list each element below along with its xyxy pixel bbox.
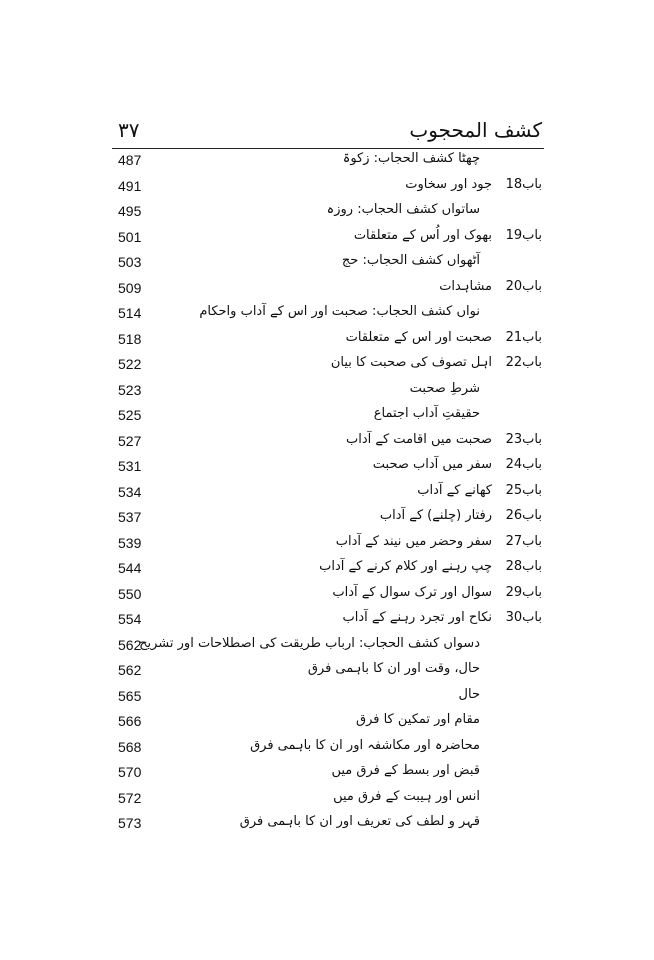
- toc-row: [118, 329, 542, 355]
- toc-row: [118, 354, 542, 380]
- toc-row: [118, 711, 542, 737]
- toc-row: [118, 405, 542, 431]
- toc-entry-title: رفتار (چلنے) کے آداب: [379, 508, 492, 523]
- toc-page-number: 531: [118, 458, 142, 474]
- toc-row: [118, 762, 542, 788]
- toc-row: [118, 558, 542, 584]
- toc-row: [118, 482, 542, 508]
- toc-row: [118, 176, 542, 202]
- toc-row: [118, 150, 542, 176]
- page-header: [118, 118, 542, 148]
- toc-entry-title: سوال اور ترک سوال کے آداب: [332, 584, 492, 600]
- toc-chapter-label: باب28: [505, 559, 542, 574]
- toc-page-number: 566: [118, 713, 142, 729]
- toc-row: [118, 201, 542, 227]
- toc-chapter-label: باب27: [505, 533, 542, 549]
- toc-row: [118, 278, 542, 304]
- toc-chapter-label: باب23: [505, 431, 542, 447]
- toc-chapter-label: باب26: [505, 508, 542, 523]
- toc-entry-title: اہل تصوف کی صحبت کا بیان: [330, 355, 492, 370]
- toc-entry-title: حال: [458, 686, 480, 702]
- toc-page-number: 572: [118, 789, 142, 806]
- toc-row: [118, 609, 542, 635]
- toc-page-number: 523: [118, 381, 142, 398]
- toc-entry-title: سفر وحضر میں نیند کے آداب: [335, 533, 492, 549]
- toc-page-number: 573: [118, 815, 142, 831]
- toc-entry-title: قبض اور بسط کے فرق میں: [331, 763, 480, 778]
- toc-row: [118, 686, 542, 712]
- toc-page-number: 518: [118, 330, 142, 347]
- toc-row: [118, 635, 542, 661]
- toc-row: [118, 813, 542, 839]
- book-title: کشف المحجوب: [409, 118, 542, 142]
- toc-entry-title: محاضرہ اور مکاشفہ اور ان کا باہمی فرق: [250, 737, 480, 753]
- toc-chapter-label: باب19: [505, 227, 542, 243]
- toc-entry-title: مقام اور تمکین کا فرق: [355, 712, 480, 727]
- toc-entry-title: سفر میں آداب صحبت: [372, 457, 492, 472]
- toc-page-number: 539: [118, 534, 142, 551]
- toc-entry-title: صحبت اور اس کے متعلقات: [345, 329, 492, 345]
- toc-chapter-label: باب18: [505, 176, 542, 192]
- page-number: ۳۷: [118, 118, 140, 142]
- toc-entry-title: کھانے کے آداب: [417, 482, 492, 498]
- toc-entry-title: دسواں کشف الحجاب: ارباب طریقت کی اصطلاحات اور تشریح: [139, 635, 480, 651]
- toc-chapter-label: باب22: [505, 355, 542, 370]
- toc-page-number: 509: [118, 279, 142, 296]
- toc-page-number: 501: [118, 228, 142, 245]
- toc-page-number: 491: [118, 177, 142, 194]
- toc-entry-title: حقیقتِ آداب اجتماع: [373, 406, 480, 421]
- toc-entry-title: شرطِ صحبت: [409, 380, 480, 396]
- toc-page-number: 487: [118, 152, 142, 168]
- toc-page-number: 562: [118, 662, 142, 678]
- toc-row: [118, 507, 542, 533]
- toc-entry-title: آٹھواں کشف الحجاب: حج: [341, 253, 480, 268]
- toc-entry-title: مشاہدات: [439, 278, 492, 294]
- toc-chapter-label: باب29: [505, 584, 542, 600]
- toc-row: [118, 533, 542, 559]
- toc-page-number: 550: [118, 585, 142, 602]
- toc-page-number: 522: [118, 356, 142, 372]
- toc-entry-title: قہر و لطف کی تعریف اور ان کا باہمی فرق: [239, 814, 480, 829]
- toc-page-number: 537: [118, 509, 142, 525]
- toc-row: [118, 456, 542, 482]
- table-of-contents: [118, 150, 542, 839]
- toc-entry-title: انس اور ہیبت کے فرق میں: [333, 788, 480, 804]
- toc-chapter-label: باب30: [505, 610, 542, 625]
- toc-entry-title: جود اور سخاوت: [405, 176, 492, 192]
- toc-entry-title: صحبت میں اقامت کے آداب: [345, 431, 492, 447]
- toc-page-number: 562: [118, 636, 142, 653]
- toc-page-number: 514: [118, 305, 142, 321]
- toc-entry-title: بھوک اور اُس کے متعلقات: [353, 227, 492, 243]
- toc-row: [118, 584, 542, 610]
- toc-entry-title: نواں کشف الحجاب: صحبت اور اس کے آداب واحکام: [199, 304, 480, 319]
- toc-page-number: 527: [118, 432, 142, 449]
- toc-row: [118, 303, 542, 329]
- toc-page-number: 570: [118, 764, 142, 780]
- toc-page-number: 495: [118, 203, 142, 219]
- toc-page-number: 544: [118, 560, 142, 576]
- toc-page-number: 525: [118, 407, 142, 423]
- toc-entry-title: حال، وقت اور ان کا باہمی فرق: [307, 661, 480, 676]
- toc-page-number: 568: [118, 738, 142, 755]
- toc-chapter-label: باب25: [505, 482, 542, 498]
- toc-page-number: 503: [118, 254, 142, 270]
- toc-row: [118, 660, 542, 686]
- toc-page-number: 554: [118, 611, 142, 627]
- toc-row: [118, 431, 542, 457]
- header-divider: [112, 148, 544, 149]
- toc-page-number: 565: [118, 687, 142, 704]
- toc-entry-title: چھٹا کشف الحجاب: زکوۃ: [342, 151, 480, 166]
- toc-entry-title: چپ رہنے اور کلام کرنے کے آداب: [319, 559, 492, 574]
- toc-entry-title: نکاح اور تجرد رہنے کے آداب: [342, 610, 492, 625]
- toc-row: [118, 380, 542, 406]
- toc-chapter-label: باب20: [505, 278, 542, 294]
- toc-row: [118, 737, 542, 763]
- toc-row: [118, 788, 542, 814]
- toc-entry-title: ساتواں کشف الحجاب: روزہ: [326, 202, 480, 217]
- toc-row: [118, 227, 542, 253]
- toc-page-number: 534: [118, 483, 142, 500]
- toc-chapter-label: باب21: [505, 329, 542, 345]
- toc-row: [118, 252, 542, 278]
- toc-chapter-label: باب24: [505, 457, 542, 472]
